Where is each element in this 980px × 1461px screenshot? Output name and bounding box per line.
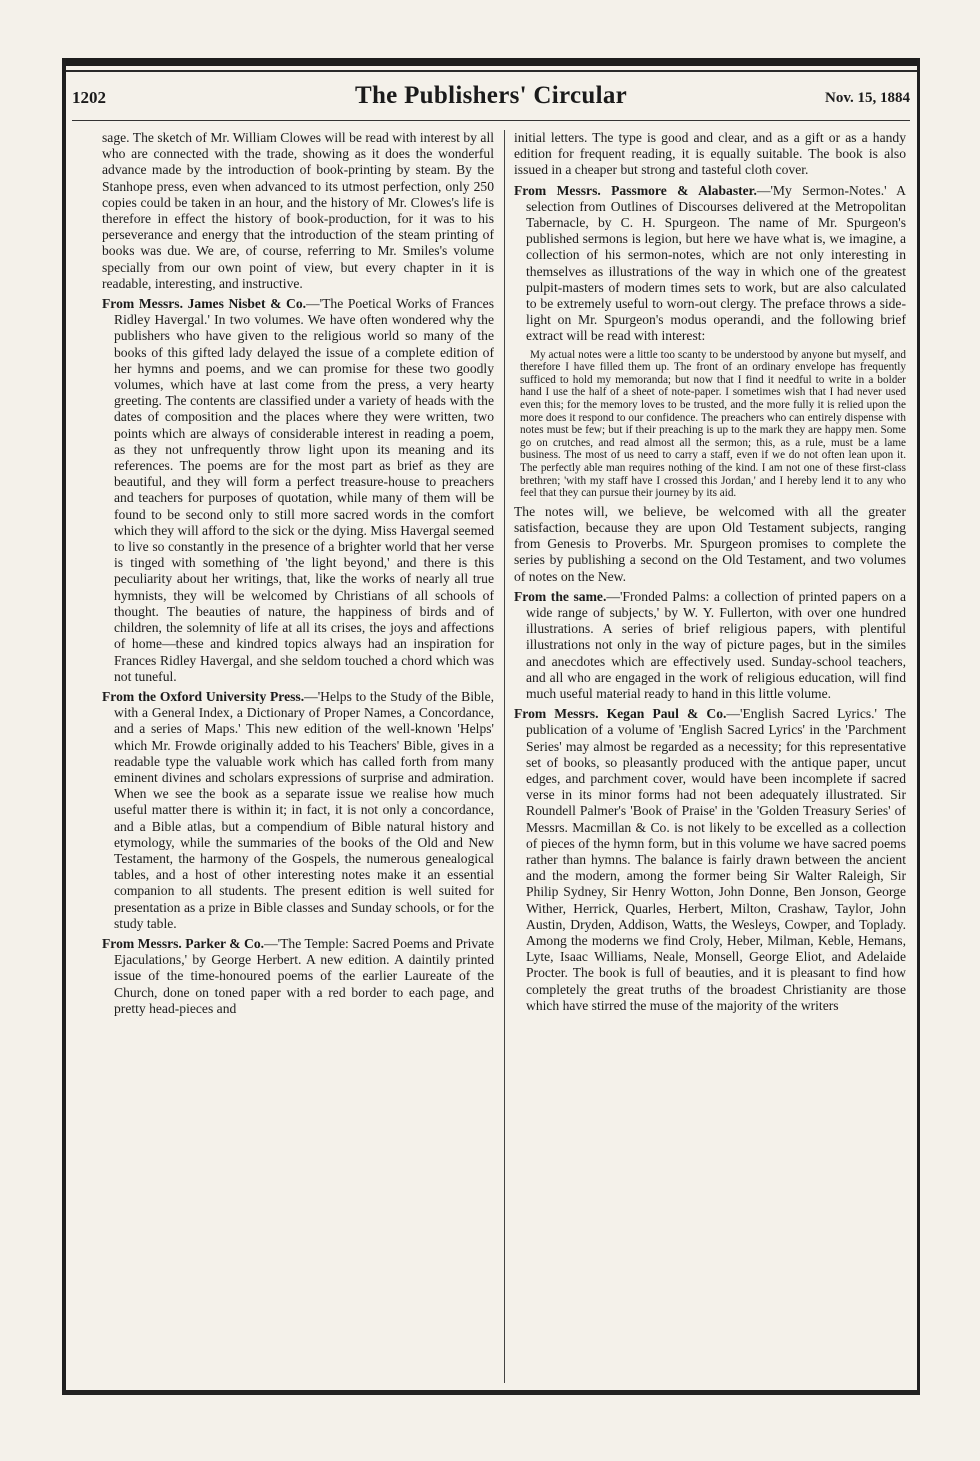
- entry-text: —'Helps to the Study of the Bible, with a General Index, a Dictionary of Proper Names, a Concordance, and a series of Maps.' This new edition of the well-known 'Helps' which Mr. Frowde originally added to his Teachers' Bible, gives in a readable type the valuable work which has called forth from many eminent divines and scholars expressions of surprise and admiration. When we see the book as a separate issue we realise how much useful matter there is within it; in fact, it is not only a concordance, and a Bible atlas, but a compendium of Bible natural history and etymology, while the summaries of the books of the Old and New Testament, the harmony of the Gospels, the numerous genealogical tables, and a host of other interesting notes make it an essential companion to all students. The present edition is well suited for presentation as a prize in Bible classes and Sunday schools, or for the study table.: [114, 688, 494, 931]
- entry-lead: From Messrs. Passmore & Alabaster.: [514, 182, 757, 198]
- page-header: [72, 82, 910, 116]
- top-border-rule: [62, 58, 920, 66]
- continued-text: initial letters. The type is good and clear, and as a gift or as a handy edition for frequent reading, it is equally suitable. The book is also issued in a cheaper but strong and tasteful cloth cover.: [514, 130, 906, 178]
- text-columns: [102, 130, 906, 1383]
- entry-lead: From the Oxford University Press.: [102, 688, 305, 704]
- entry-passmore: [514, 183, 906, 345]
- entry-text: —'My Sermon-Notes.' A selection from Outlines of Discourses delivered at the Metropolitan Tabernacle, by C. H. Spurgeon. The name of Mr. Spurgeon's published sermons is legion, but here we have what is, we imagine, a collection of his sermon-notes, which are not only interesting in themselves as illustrations of the way in which one of the greatest pulpit-masters of modern times sets to work, but are also calculated to be extremely useful to worn-out clergy. The preface throws a side-light on Mr. Spurgeon's modus operandi, and the following brief extract will be read with interest:: [526, 182, 906, 344]
- left-border-rule: [62, 58, 66, 1395]
- top-border-thin-rule: [62, 70, 920, 72]
- running-title: The Publishers' Circular: [354, 82, 628, 109]
- page-frame: [62, 50, 920, 1395]
- bottom-border-rule: [62, 1390, 920, 1395]
- entry-lead: From Messrs. Kegan Paul & Co.: [514, 706, 727, 722]
- entry-text: —'Fronded Palms: a collection of printed papers on a wide range of subjects,' by W. Y. Fullerton, with over one hundred illustrations. A series of brief religious papers, with plentiful illustrations not only in the way of picture pages, but in the similes and anecdotes which are effectively used. Sunday-school teachers, and all who are engaged in the work of religious education, will find much useful material ready to hand in this little volume.: [526, 588, 906, 701]
- issue-date: Nov. 15, 1884: [824, 90, 910, 106]
- entry-fronded-palms: [514, 589, 906, 702]
- column-divider: [504, 130, 505, 1383]
- header-rule: [72, 120, 910, 121]
- entry-lead: From Messrs. James Nisbet & Co.: [102, 296, 307, 312]
- entry-text: —'The Temple: Sacred Poems and Private Ejaculations,' by George Herbert. A new edition. A daintily printed issue of the time-honoured poems of the earlier Laureate of the Church, done on toned paper with a red border to each page, and pretty head-pieces and: [114, 935, 494, 1016]
- paragraph: The notes will, we believe, be welcomed with all the greater satisfaction, because they are upon Old Testament subjects, ranging from Genesis to Proverbs. Mr. Spurgeon promises to complete the series by publishing a second on the Old Testament, and two volumes of notes on the New.: [514, 503, 906, 584]
- entry-lead: From the same.: [514, 588, 607, 604]
- entry-kegan-paul: [514, 706, 906, 1014]
- entry-oxford: [102, 689, 494, 932]
- left-column: [102, 130, 494, 1383]
- entry-lead: From Messrs. Parker & Co.: [102, 935, 265, 951]
- entry-nisbet: [102, 296, 494, 685]
- right-border-rule: [917, 58, 920, 1395]
- entry-text: —'The Poetical Works of Frances Ridley Havergal.' In two volumes. We have often wondered why the publishers who have given to the religious world so many of the books of this gifted lady delayed the issue of a complete edition of her hymns and poems, and we can promise for these two goodly volumes, which have at last come from the press, a very hearty greeting. The contents are classified under a variety of heads with the dates of composition and the places where they were written, two points which are always of considerable interest in reading a poem, as they not unfrequently throw light upon its meaning and its references. The poems are for the most part as brief as they are beautiful, and they will form a perfect treasure-house to preachers and teachers for purposes of quotation, while many of them will be found to be second only to still more sacred words in the comfort which they will afford to the sick or the dying. Miss Havergal seemed to live so constantly in the presence of a brighter world that her verse is tinged with something of 'the light beyond,' and there is this peculiarity about her writings, that, like the works of nearly all true hymnists, they will be welcomed by Christians of all schools of thought. The beauties of nature, the happiness of birds and of children, the solemnity of life at all its crises, the joys and affections of home—these and kindred topics always had an inspiration for Frances Ridley Havergal, and she seldom touched a chord which was not tuneful.: [114, 296, 494, 684]
- block-quote: My actual notes were a little too scanty to be understood by anyone but myself, and therefore I have filled them up. The front of an ordinary envelope has frequently sufficed to hold my memoranda; but now that I find it needful to write in a bolder hand I use the half of a sheet of note-paper. I sometimes wish that I had never used even this; for the memory loves to be trusted, and the more fully it is relied upon the more does it respond to our confidence. The preachers who can entirely dispense with notes must be few; but if their preaching is up to the mark they are happy men. Some go on crutches, and read almost all the sermon; this, as a rule, must be a lame business. The most of us need to carry a staff, even if we do not often lean upon it. The perfectly able man requires nothing of the kind. I am not one of these first-class brethren; 'with my staff have I crossed this Jordan,' and I hereby lend it to any who feel that they can pursue their journey by its aid.: [520, 348, 906, 500]
- continued-text: sage. The sketch of Mr. William Clowes will be read with interest by all who are connected with the trade, showing as it does the wonderful advance made by the introduction of book-printing by steam. By the Stanhope press, even when advanced to its utmost perfection, only 250 copies could be taken in an hour, and the history of Mr. Clowes's life is therefore in effect the history of book-production, for it was to his perseverance and energy that the introduction of the steam printing of books was due. We are, of course, referring to Mr. Smiles's volume specially from our own point of view, but every chapter in it is readable, interesting, and instructive.: [102, 130, 494, 291]
- right-column: [514, 130, 906, 1383]
- page-number: 1202: [72, 88, 106, 107]
- entry-parker: [102, 936, 494, 1017]
- entry-text: —'English Sacred Lyrics.' The publication of a volume of 'English Sacred Lyrics' in the 'Parchment Series' may almost be regarded as a necessity; for this representative set of books, so pleasantly produced with the antique paper, uncut edges, and parchment cover, would have been incomplete if sacred verse in its minor forms had not been adequately illustrated. Sir Roundell Palmer's 'Book of Praise' in the 'Golden Treasury Series' of Messrs. Macmillan & Co. is not likely to be excelled as a collection of pieces of the hymn form, but in this volume we have sacred poems rather than hymns. The balance is fairly drawn between the ancient and the modern, among the former being Sir Walter Raleigh, Sir Philip Sydney, Sir Henry Wotton, John Donne, Ben Jonson, George Wither, Herrick, Quarles, Herbert, Milton, Crashaw, Taylor, John Austin, Dryden, Addison, Watts, the Wesleys, Cowper, and Toplady. Among the moderns we find Croly, Heber, Milman, Keble, Hemans, Lyte, Isaac Williams, Neale, Monsell, George Eliot, and Adelaide Procter. The book is full of beauties, and it is pleasant to find how completely the great truths of the broadest Christianity are those which have stirred the muse of the majority of the writers: [526, 706, 906, 1013]
